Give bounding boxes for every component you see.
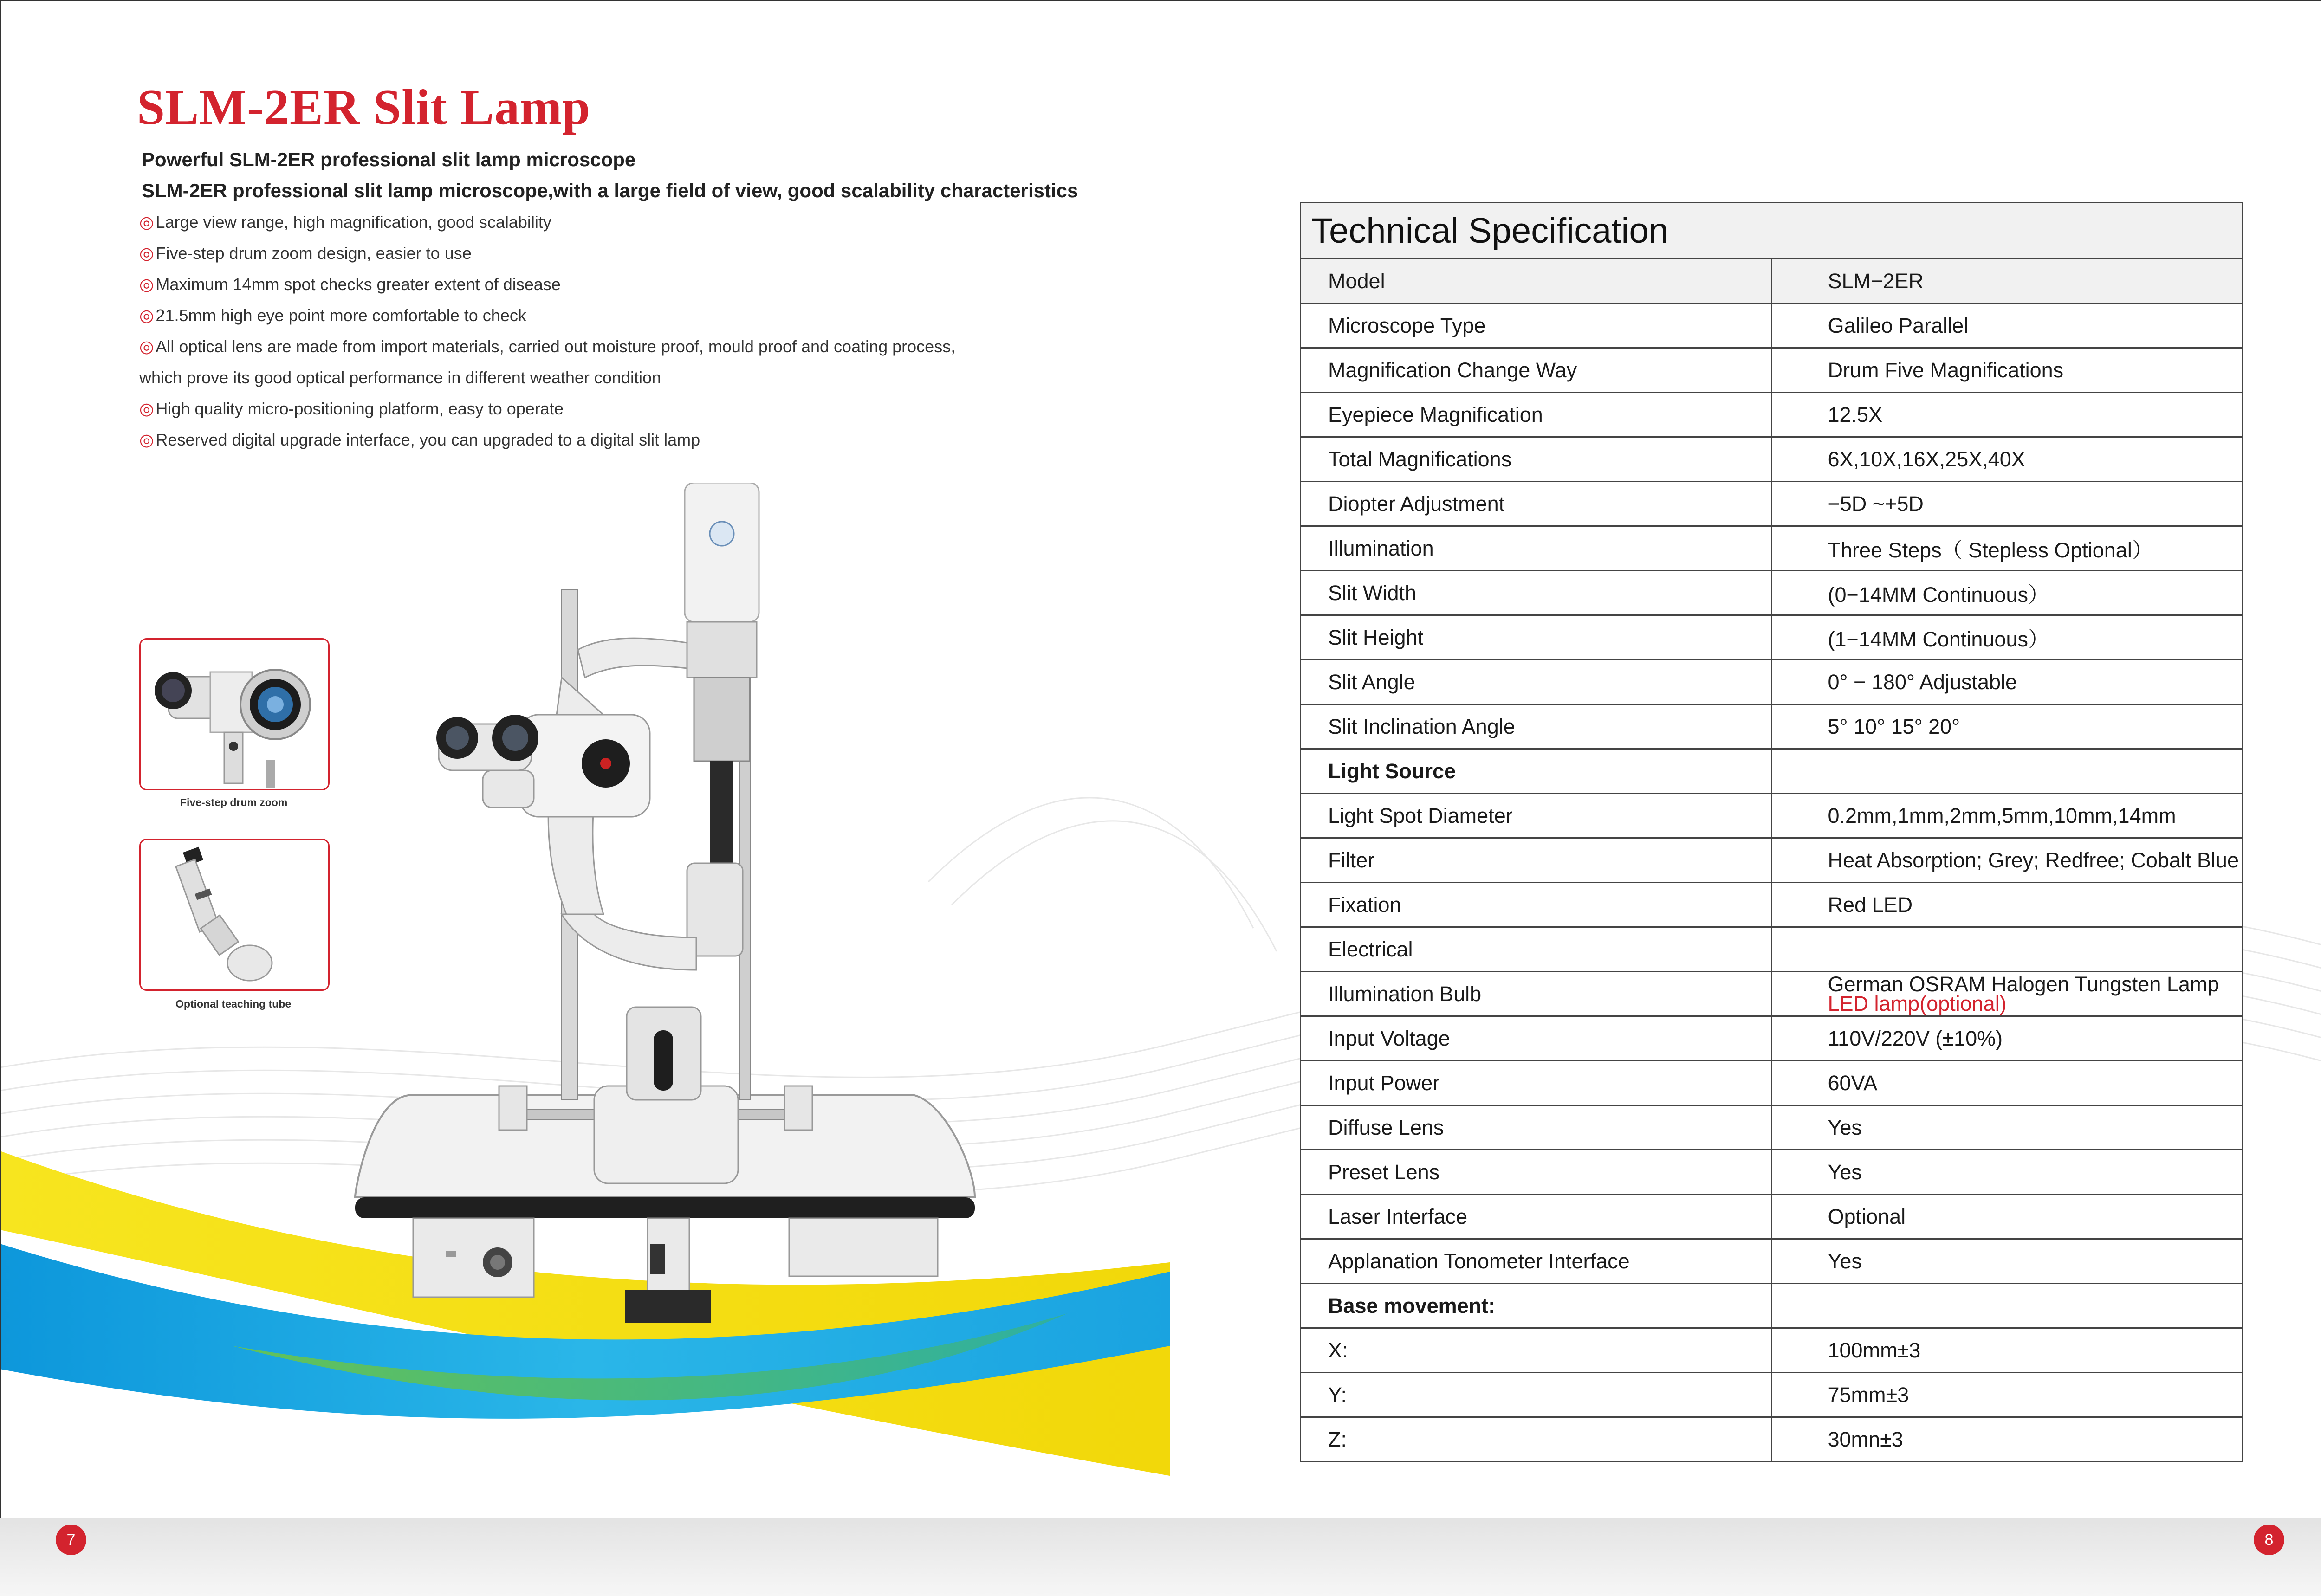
spec-header: Technical Specification [1301, 203, 2243, 259]
spec-label: Magnification Change Way [1301, 348, 1772, 393]
table-row [1301, 927, 2243, 972]
spec-table [1300, 202, 2243, 1462]
table-row [1301, 1373, 2243, 1417]
table-row [1301, 749, 2243, 794]
table-row [1301, 1195, 2243, 1239]
spec-value: 12.5X [1771, 393, 2243, 437]
spec-label: Slit Height [1301, 615, 1772, 660]
feature-item: ◎ Five-step drum zoom design, easier to use [139, 244, 472, 263]
bullet-icon: ◎ [139, 213, 154, 232]
spec-section-label: Electrical [1301, 927, 1772, 972]
bullet-icon: ◎ [139, 306, 154, 325]
bullet-icon: ◎ [139, 399, 154, 418]
spec-label: Laser Interface [1301, 1195, 1772, 1239]
spec-label: Diffuse Lens [1301, 1105, 1772, 1150]
spec-value: 5° 10° 15° 20° [1771, 704, 2243, 749]
feature-item: ◎ Reserved digital upgrade interface, you can upgraded to a digital slit lamp [139, 430, 700, 449]
teaching-tube-image [141, 840, 328, 989]
table-row [1301, 482, 2243, 526]
bullet-icon: ◎ [139, 275, 154, 294]
spec-label: Slit Inclination Angle [1301, 704, 1772, 749]
spec-value: Yes [1771, 1150, 2243, 1195]
spec-label: Filter [1301, 838, 1772, 883]
table-row [1301, 615, 2243, 660]
spec-label: Illumination [1301, 526, 1772, 571]
spec-value: Red LED [1771, 883, 2243, 927]
feature-item: ◎ Large view range, high magnification, good scalability [139, 213, 551, 232]
spec-label: Diopter Adjustment [1301, 482, 1772, 526]
spec-label: Slit Angle [1301, 660, 1772, 704]
spec-value [1771, 1284, 2243, 1328]
table-row [1301, 794, 2243, 838]
table-row [1301, 1105, 2243, 1150]
bulb-value: German OSRAM Halogen Tungsten Lamp [1828, 972, 2219, 996]
table-row [1301, 259, 2243, 304]
spec-label: Microscope Type [1301, 304, 1772, 348]
spec-value: 100mm±3 [1771, 1328, 2243, 1373]
spec-value: Optional [1771, 1195, 2243, 1239]
page-number-left: 7 [56, 1525, 86, 1555]
table-row [1301, 838, 2243, 883]
spec-label: Total Magnifications [1301, 437, 1772, 482]
teaching-tube-caption: Optional teaching tube [175, 998, 292, 1010]
table-row [1301, 526, 2243, 571]
spec-header-row [1301, 203, 2243, 259]
spec-value: Yes [1771, 1105, 2243, 1150]
spec-value: 6X,10X,16X,25X,40X [1771, 437, 2243, 482]
spec-label: Input Power [1301, 1061, 1772, 1105]
feature-item: ◎ All optical lens are made from import materials, carried out moisture proof, mould proof and coating process, [139, 337, 956, 356]
spec-value: 0.2mm,1mm,2mm,5mm,10mm,14mm [1771, 794, 2243, 838]
spec-label: Fixation [1301, 883, 1772, 927]
slit-lamp-image [344, 483, 1003, 1346]
spec-value: 0° − 180° Adjustable [1771, 660, 2243, 704]
subtitle-2: SLM-2ER professional slit lamp microscope,with a large field of view, good scalability characteristics [142, 180, 1078, 201]
footer-band [0, 1518, 2321, 1596]
spec-value: Three Steps（ Stepless Optional） [1771, 526, 2243, 571]
spec-label: Light Spot Diameter [1301, 794, 1772, 838]
spec-value [1771, 749, 2243, 794]
page-title: SLM-2ER Slit Lamp [137, 80, 591, 135]
table-row [1301, 1016, 2243, 1061]
drum-zoom-image [141, 640, 328, 789]
feature-item: ◎ High quality micro-positioning platform, easy to operate [139, 399, 564, 418]
bulb-option: LED lamp(optional) [1828, 991, 2007, 1015]
spec-value: 60VA [1771, 1061, 2243, 1105]
table-row [1301, 571, 2243, 615]
spec-value: 110V/220V (±10%) [1771, 1016, 2243, 1061]
spec-value: Galileo Parallel [1771, 304, 2243, 348]
table-row [1301, 393, 2243, 437]
table-row [1301, 1239, 2243, 1284]
table-row [1301, 1417, 2243, 1462]
spec-value: (1−14MM Continuous） [1771, 615, 2243, 660]
drum-zoom-thumbnail [139, 638, 330, 790]
table-row [1301, 704, 2243, 749]
spec-value: Yes [1771, 1239, 2243, 1284]
table-row [1301, 1061, 2243, 1105]
spec-value [1771, 972, 2243, 1016]
spec-label: Applanation Tonometer Interface [1301, 1239, 1772, 1284]
table-row [1301, 972, 2243, 1016]
spec-label: Illumination Bulb [1301, 972, 1772, 1016]
spec-label: Eyepiece Magnification [1301, 393, 1772, 437]
bullet-icon: ◎ [139, 337, 154, 356]
table-row [1301, 304, 2243, 348]
spec-value: Heat Absorption; Grey; Redfree; Cobalt Blue [1771, 838, 2243, 883]
spec-value: (0−14MM Continuous） [1771, 571, 2243, 615]
feature-item: ◎ Maximum 14mm spot checks greater extent of disease [139, 275, 561, 294]
table-row [1301, 660, 2243, 704]
spec-label: Slit Width [1301, 571, 1772, 615]
spec-value: SLM−2ER [1771, 259, 2243, 304]
table-row [1301, 1328, 2243, 1373]
spec-label: X: [1301, 1328, 1772, 1373]
spec-label: Preset Lens [1301, 1150, 1772, 1195]
drum-zoom-caption: Five-step drum zoom [180, 796, 288, 808]
spec-value: 75mm±3 [1771, 1373, 2243, 1417]
subtitle-1: Powerful SLM-2ER professional slit lamp microscope [142, 149, 636, 170]
spec-value: 30mn±3 [1771, 1417, 2243, 1462]
bullet-icon: ◎ [139, 430, 154, 449]
spec-label: Input Voltage [1301, 1016, 1772, 1061]
feature-continuation: which prove its good optical performance in different weather condition [139, 368, 661, 387]
bullet-icon: ◎ [139, 244, 154, 263]
table-row [1301, 883, 2243, 927]
table-row [1301, 437, 2243, 482]
table-row [1301, 1284, 2243, 1328]
spec-label: Z: [1301, 1417, 1772, 1462]
teaching-tube-thumbnail [139, 839, 330, 991]
table-row [1301, 348, 2243, 393]
spec-label: Y: [1301, 1373, 1772, 1417]
spec-section-label: Base movement: [1301, 1284, 1772, 1328]
spec-label: Model [1301, 259, 1772, 304]
spec-value: −5D ~+5D [1771, 482, 2243, 526]
spec-section-label: Light Source [1301, 749, 1772, 794]
spec-value: Drum Five Magnifications [1771, 348, 2243, 393]
spec-value [1771, 927, 2243, 972]
feature-item: ◎ 21.5mm high eye point more comfortable to check [139, 306, 526, 325]
page-number-right: 8 [2254, 1525, 2284, 1555]
table-row [1301, 1150, 2243, 1195]
